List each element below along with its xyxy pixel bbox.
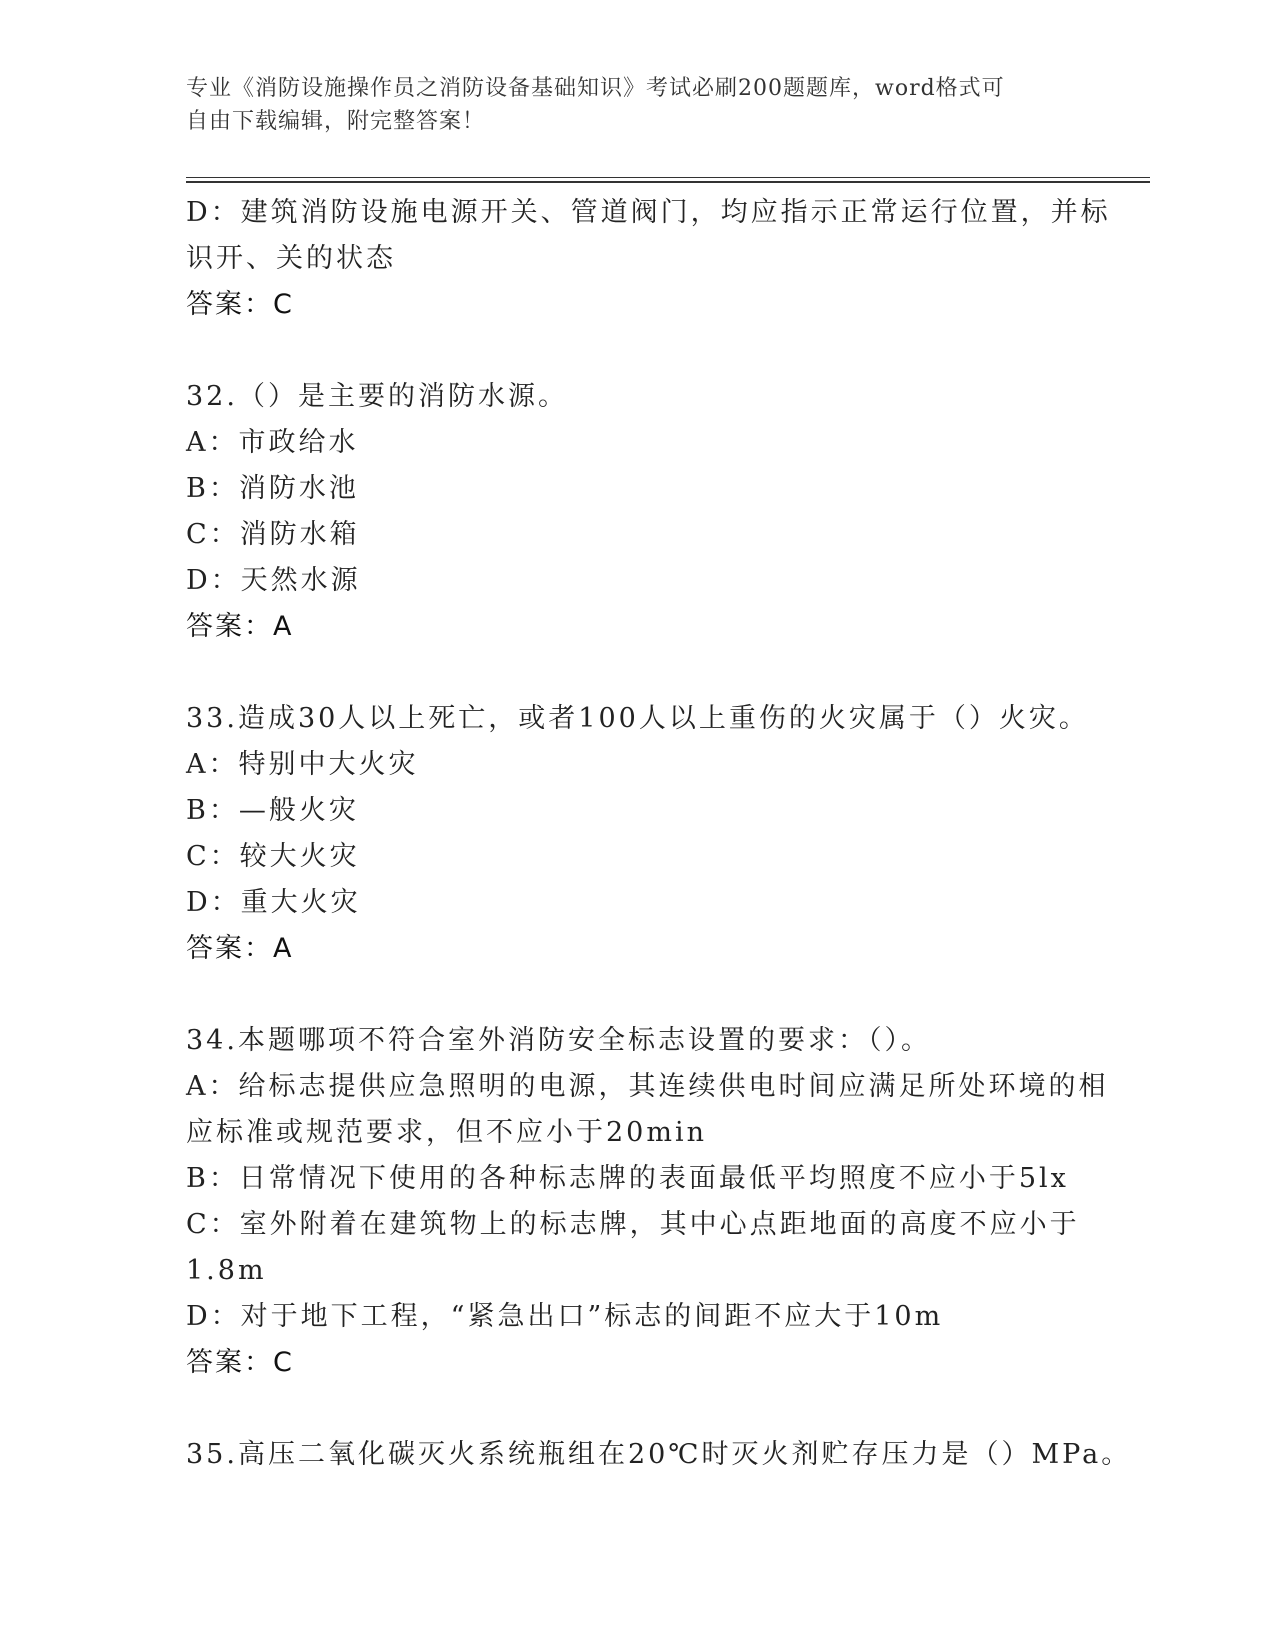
option-d-line2: 识开、关的状态: [186, 243, 396, 274]
option-b: B：日常情况下使用的各种标志牌的表面最低平均照度不应小于5lx: [186, 1163, 1069, 1194]
option-d: D：天然水源: [186, 565, 361, 596]
question-34: [186, 1018, 1109, 1386]
option-d-line1: D：建筑消防设施电源开关、管道阀门，均应指示正常运行位置，并标: [186, 197, 1111, 228]
question-stem: 34.本题哪项不符合室外消防安全标志设置的要求：（）。: [186, 1025, 931, 1056]
question-31-tail: [186, 190, 1111, 328]
question-35: [186, 1432, 1132, 1478]
option-b: B：消防水池: [186, 473, 359, 504]
question-stem: 33.造成30人以上死亡，或者100人以上重伤的火灾属于（）火灾。: [186, 703, 1089, 734]
option-d: D：重大火灾: [186, 887, 361, 918]
question-32: [186, 374, 1086, 650]
question-stem: 35.高压二氧化碳灭火系统瓶组在20℃时灭火剂贮存压力是（）MPa。: [186, 1439, 1132, 1470]
option-d: D：对于地下工程，“紧急出口”标志的间距不应大于10m: [186, 1301, 944, 1332]
page-header: [186, 72, 1086, 138]
option-a: A：市政给水: [186, 427, 359, 458]
answer-line: 答案：C: [186, 1347, 294, 1378]
option-a-line1: A：给标志提供应急照明的电源，其连续供电时间应满足所处环境的相: [186, 1071, 1109, 1102]
option-a-line2: 应标准或规范要求，但不应小于20min: [186, 1117, 707, 1148]
question-stem: 32.（）是主要的消防水源。: [186, 381, 568, 412]
option-c-line2: 1.8m: [186, 1255, 267, 1286]
answer-line: 答案：A: [186, 933, 294, 964]
option-c: C：较大火灾: [186, 841, 360, 872]
option-a: A：特别中大火灾: [186, 749, 419, 780]
answer-line: 答案：C: [186, 289, 294, 320]
document-body: [186, 190, 1132, 1478]
option-c: C：消防水箱: [186, 519, 360, 550]
header-divider: [186, 177, 1150, 183]
option-c-line1: C：室外附着在建筑物上的标志牌，其中心点距地面的高度不应小于: [186, 1209, 1080, 1240]
question-33: [186, 696, 1089, 972]
header-title-line2: 自由下载编辑，附完整答案！: [186, 109, 486, 134]
header-title-line1: 专业《消防设施操作员之消防设备基础知识》考试必刷200题题库，word格式可: [186, 76, 1005, 101]
answer-line: 答案：A: [186, 611, 294, 642]
option-b: B：—般火灾: [186, 795, 359, 826]
